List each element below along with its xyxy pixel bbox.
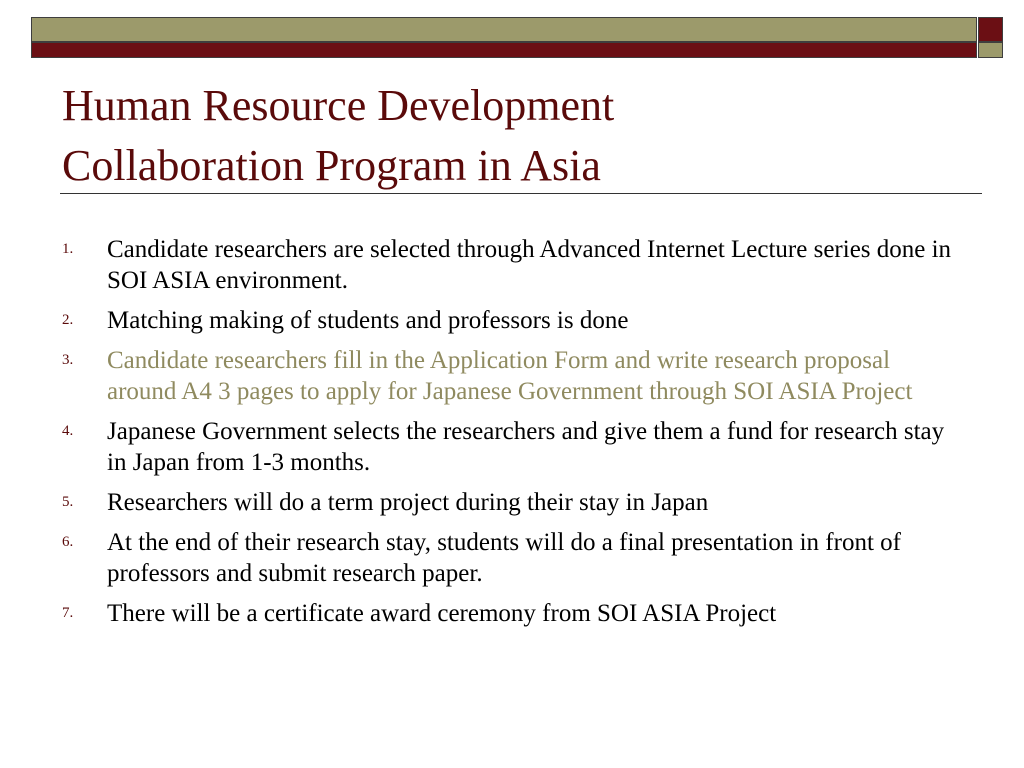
list-item-number: 3. <box>62 352 74 368</box>
slide-title-line-2: Collaboration Program in Asia <box>62 141 601 190</box>
list-item-number: 6. <box>62 534 74 550</box>
slide-title-line-1: Human Resource Development <box>62 81 615 130</box>
header-maroon-bar <box>31 42 977 58</box>
list-item-number: 7. <box>62 605 74 621</box>
list-item-text: Researchers will do a term project during their stay in Japan <box>107 489 709 516</box>
list-item-number: 1. <box>62 241 74 257</box>
list-item-text: Candidate researchers are selected through Advanced Internet Lecture series done in SOI ASIA environment. <box>107 236 952 294</box>
slide-title <box>62 76 962 196</box>
list-item <box>62 598 962 629</box>
list-item-text: There will be a certificate award ceremony from SOI ASIA Project <box>107 600 777 627</box>
header-corner-square-olive <box>978 42 1003 58</box>
list-item <box>62 416 962 478</box>
steps-list <box>62 234 962 638</box>
list-item <box>62 527 962 589</box>
list-item-text: Japanese Government selects the researchers and give them a fund for research stay in Japan from 1-3 months. <box>107 418 945 476</box>
list-item-text: At the end of their research stay, students will do a final presentation in front of professors and submit research paper. <box>107 529 901 587</box>
list-item <box>62 305 962 336</box>
title-underline <box>60 193 982 194</box>
list-item-text: Matching making of students and professors is done <box>107 307 629 334</box>
list-item-number: 2. <box>62 312 74 328</box>
list-item <box>62 487 962 518</box>
list-item-highlighted <box>62 345 962 407</box>
header-corner-square-maroon <box>978 17 1003 42</box>
header-olive-bar <box>31 17 977 42</box>
list-item-number: 4. <box>62 423 74 439</box>
list-item-text: Candidate researchers fill in the Application Form and write research proposal around A4 3 pages to apply for Japanese Government through SOI ASIA Project <box>107 347 913 405</box>
list-item <box>62 234 962 296</box>
list-item-number: 5. <box>62 494 74 510</box>
